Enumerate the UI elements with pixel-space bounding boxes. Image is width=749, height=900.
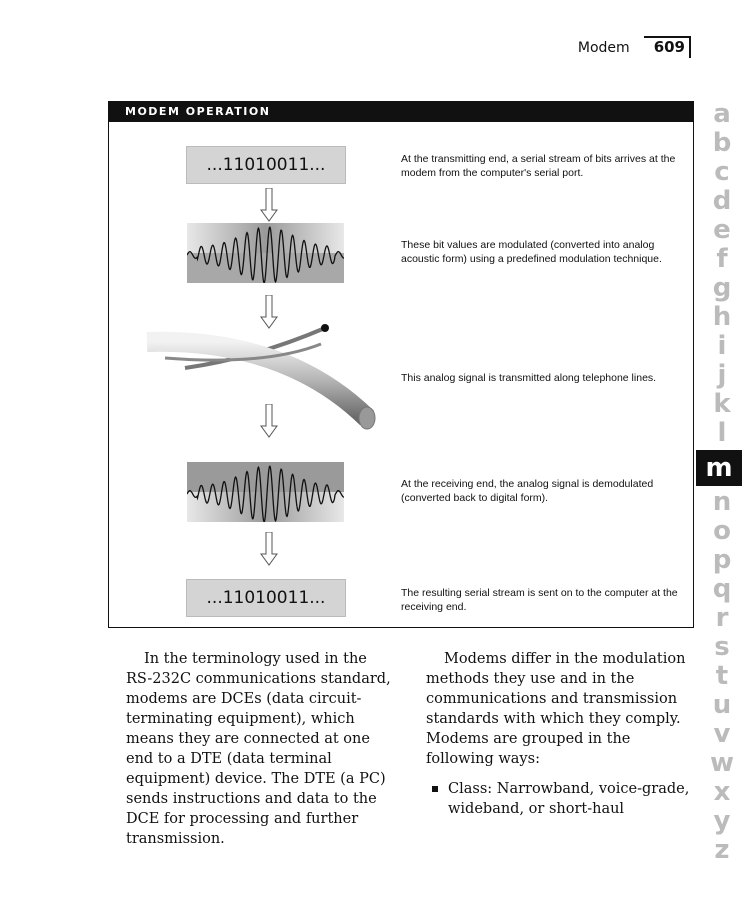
thumb-index-letter-q: q [712,574,732,604]
thumb-index-letter-y: y [713,806,731,836]
thumb-index-letter-v: v [713,719,731,749]
modem-operation-figure [108,101,694,628]
thumb-index-letter-d: d [712,186,732,216]
thumb-index-letter-n: n [712,487,732,517]
left-column [126,649,396,849]
bit-stream-top: ...11010011... [186,146,346,184]
caption-3: This analog signal is transmitted along telephone lines. [401,372,657,384]
down-arrow-icon [260,404,278,438]
thumb-index-letter-b: b [712,128,732,158]
figure-title: MODEM OPERATION [109,102,693,122]
thumb-index-letter-s: s [714,632,730,662]
thumb-index-letter-e: e [713,215,731,245]
thumb-index-letter-i: i [717,331,727,361]
thumb-index-letter-u: u [712,690,732,720]
thumb-index-letter-p: p [712,545,732,575]
page-number: 609 [644,36,691,58]
down-arrow-icon [260,532,278,566]
thumb-index-letter-o: o [713,516,731,546]
modulated-wave [187,223,344,283]
received-wave [187,462,344,522]
thumb-index-letter-w: w [709,748,735,778]
bit-stream-bottom: ...11010011... [186,579,346,617]
right-column [426,649,696,819]
body-paragraph-left: In the terminology used in the RS-232C communications standard, modems are DCEs (data circuit-terminating equipment), which means they are connected at one end to a DTE (data terminal equipment) device. The DTE (a PC) sends instructions and data to the DCE for processing and further transmission. [126,651,391,847]
thumb-index-letter-z: z [714,835,730,865]
body-paragraph-right: Modems differ in the modulation methods they use and in the communications and transmission standards with which they comply. Modems are grouped in the following ways: [426,651,686,767]
thumb-index-letter-g: g [712,273,732,303]
thumb-index-letter-k: k [713,389,731,419]
thumb-index [702,100,742,865]
thumb-index-letter-h: h [712,302,732,332]
thumb-index-letter-f: f [716,244,728,274]
thumb-index-letter-t: t [715,661,729,691]
thumb-index-letter-m: m [696,450,742,486]
thumb-index-letter-c: c [714,157,730,187]
bullet-icon [432,786,438,792]
thumb-index-letter-l: l [717,418,727,448]
thumb-index-letter-j: j [717,360,727,390]
thumb-index-letter-a: a [713,99,731,129]
section-title: Modem [577,40,630,56]
running-header [578,36,691,58]
caption-5: The resulting serial stream is sent on to the computer at the receiving end. [401,587,678,613]
list-item [426,779,696,819]
bullet-text: Class: Narrowband, voice-grade, wideband, or short-haul [448,781,690,817]
down-arrow-icon [260,188,278,222]
thumb-index-letter-x: x [713,777,731,807]
caption-1: At the transmitting end, a serial stream of bits arrives at the modem from the computer's serial port. [401,153,676,179]
thumb-index-letter-r: r [715,603,729,633]
caption-2: These bit values are modulated (converted into analog acoustic form) using a predefined modulation technique. [401,239,662,265]
caption-4: At the receiving end, the analog signal is demodulated (converted back to digital form). [401,478,654,504]
